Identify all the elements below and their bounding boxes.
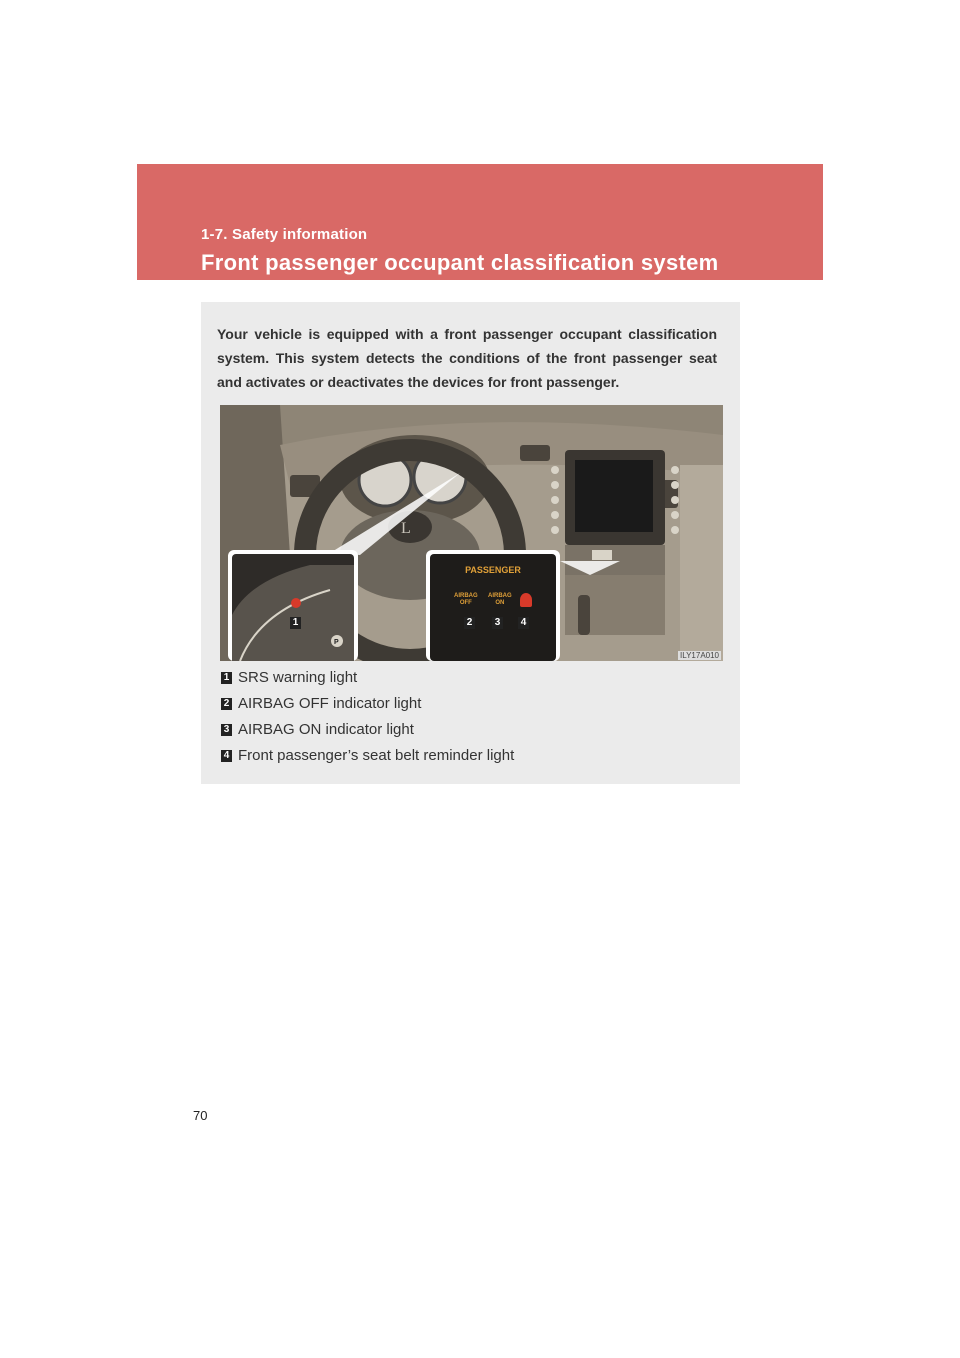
legend-text: Front passenger’s seat belt reminder light xyxy=(238,747,515,764)
callout-2: 2 xyxy=(464,617,475,629)
callout-4: 4 xyxy=(518,617,529,629)
page-title: Front passenger occupant classification system xyxy=(201,250,719,275)
svg-text:L: L xyxy=(401,520,411,537)
dashboard-illustration xyxy=(220,405,723,661)
airbag-on-label: AIRBAG ON xyxy=(488,593,512,606)
info-box xyxy=(201,302,740,784)
figure-code: ILY17A010 xyxy=(680,651,719,660)
legend-number: 4 xyxy=(221,750,232,762)
section-header xyxy=(137,164,823,280)
intro-text: Your vehicle is equipped with a front passenger occupant classification system. This system detects the conditions of the front passenger seat and activates or deactivates the devices for front passenger. xyxy=(217,326,717,390)
callout-3: 3 xyxy=(492,617,503,629)
legend-number: 3 xyxy=(221,724,232,736)
legend-number: 1 xyxy=(221,672,232,684)
legend-number: 2 xyxy=(221,698,232,710)
callout-1: 1 xyxy=(290,617,301,629)
svg-text:P: P xyxy=(334,639,339,646)
legend-text: SRS warning light xyxy=(238,669,358,686)
airbag-off-label: AIRBAG OFF xyxy=(454,593,478,606)
page-number: 70 xyxy=(193,1108,208,1123)
section-label: 1-7. Safety information xyxy=(201,226,368,243)
passenger-label: PASSENGER xyxy=(465,565,521,575)
legend-text: AIRBAG ON indicator light xyxy=(238,721,414,738)
passenger-panel-text xyxy=(430,565,556,575)
seatbelt-reminder-icon xyxy=(520,593,532,607)
legend-text: AIRBAG OFF indicator light xyxy=(238,695,422,712)
